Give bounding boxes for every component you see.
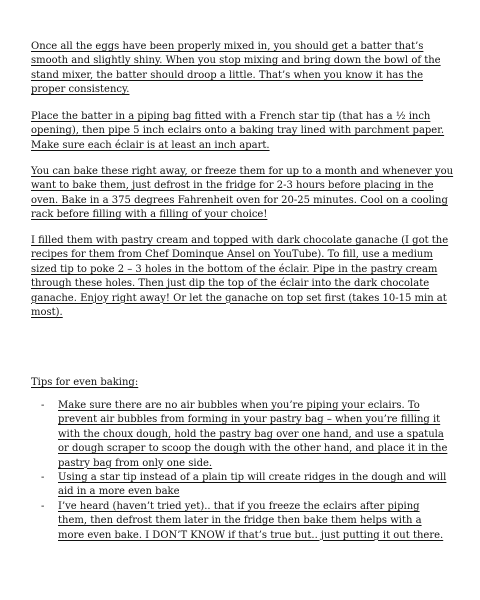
tip-text: Make sure there are no air bubbles when you’re piping your eclairs. To prevent air bubbles from forming in your pastry bag – when you’re filling it with the choux dough, hold the pastry bag over one hand, and use a spatula or dough scraper to scoop the dough with the other hand, and place it in the pastry bag from only one side.: [58, 400, 448, 469]
paragraph-batter-consistency: Once all the eggs have been properly mixed in, you should get a batter that’s smooth and slightly shiny. When you stop mixing and bring down the bowl of the stand mixer, the batter should droop a little. That’s when you know it has the proper consistency.: [31, 41, 441, 96]
tip-text: Using a star tip instead of a plain tip will create ridges in the dough and will aid in a more even bake: [58, 472, 447, 498]
paragraph-piping: Place the batter in a piping bag fitted with a French star tip (that has a ½ inch opening), then pipe 5 inch eclairs onto a baking tray lined with parchment paper. Make sure each éclair is at least an inch apart.: [31, 111, 445, 151]
bullet-dash: -: [41, 400, 45, 411]
paragraph-filling: I filled them with pastry cream and topped with dark chocolate ganache (I got the recipes for them from Chef Dominque Ansel on YouTube). To fill, use a medium sized tip to poke 2 – 3 holes in the bottom of the éclair. Pipe in the pastry cream through these holes. Then just dip the top of the éclair into the dark chocolate ganache. Enjoy right away! Or let the ganache on top set first (takes 10-15 min at most).: [31, 235, 449, 319]
tips-heading: Tips for even baking:: [31, 377, 139, 388]
bullet-dash: -: [41, 500, 45, 512]
tips-list: [0, 399, 480, 543]
list-item: [0, 500, 448, 543]
list-item: [0, 471, 448, 500]
tip-text: I’ve heard (haven’t tried yet).. that if you freeze the eclairs after piping them, then defrost them later in the fridge then bake them helps with a more even bake. I DON’T KNOW if that’s true but.. just putting it out there.: [58, 500, 444, 541]
paragraph-baking: You can bake these right away, or freeze them for up to a month and whenever you want to bake them, just defrost in the fridge for 2-3 hours before placing in the oven. Bake in a 375 degrees Fahrenheit oven for 20-25 minutes. Cool on a cooling rack before filling with a filling of your choice!: [31, 166, 454, 221]
bullet-dash: -: [41, 472, 45, 484]
list-item: [0, 399, 448, 471]
